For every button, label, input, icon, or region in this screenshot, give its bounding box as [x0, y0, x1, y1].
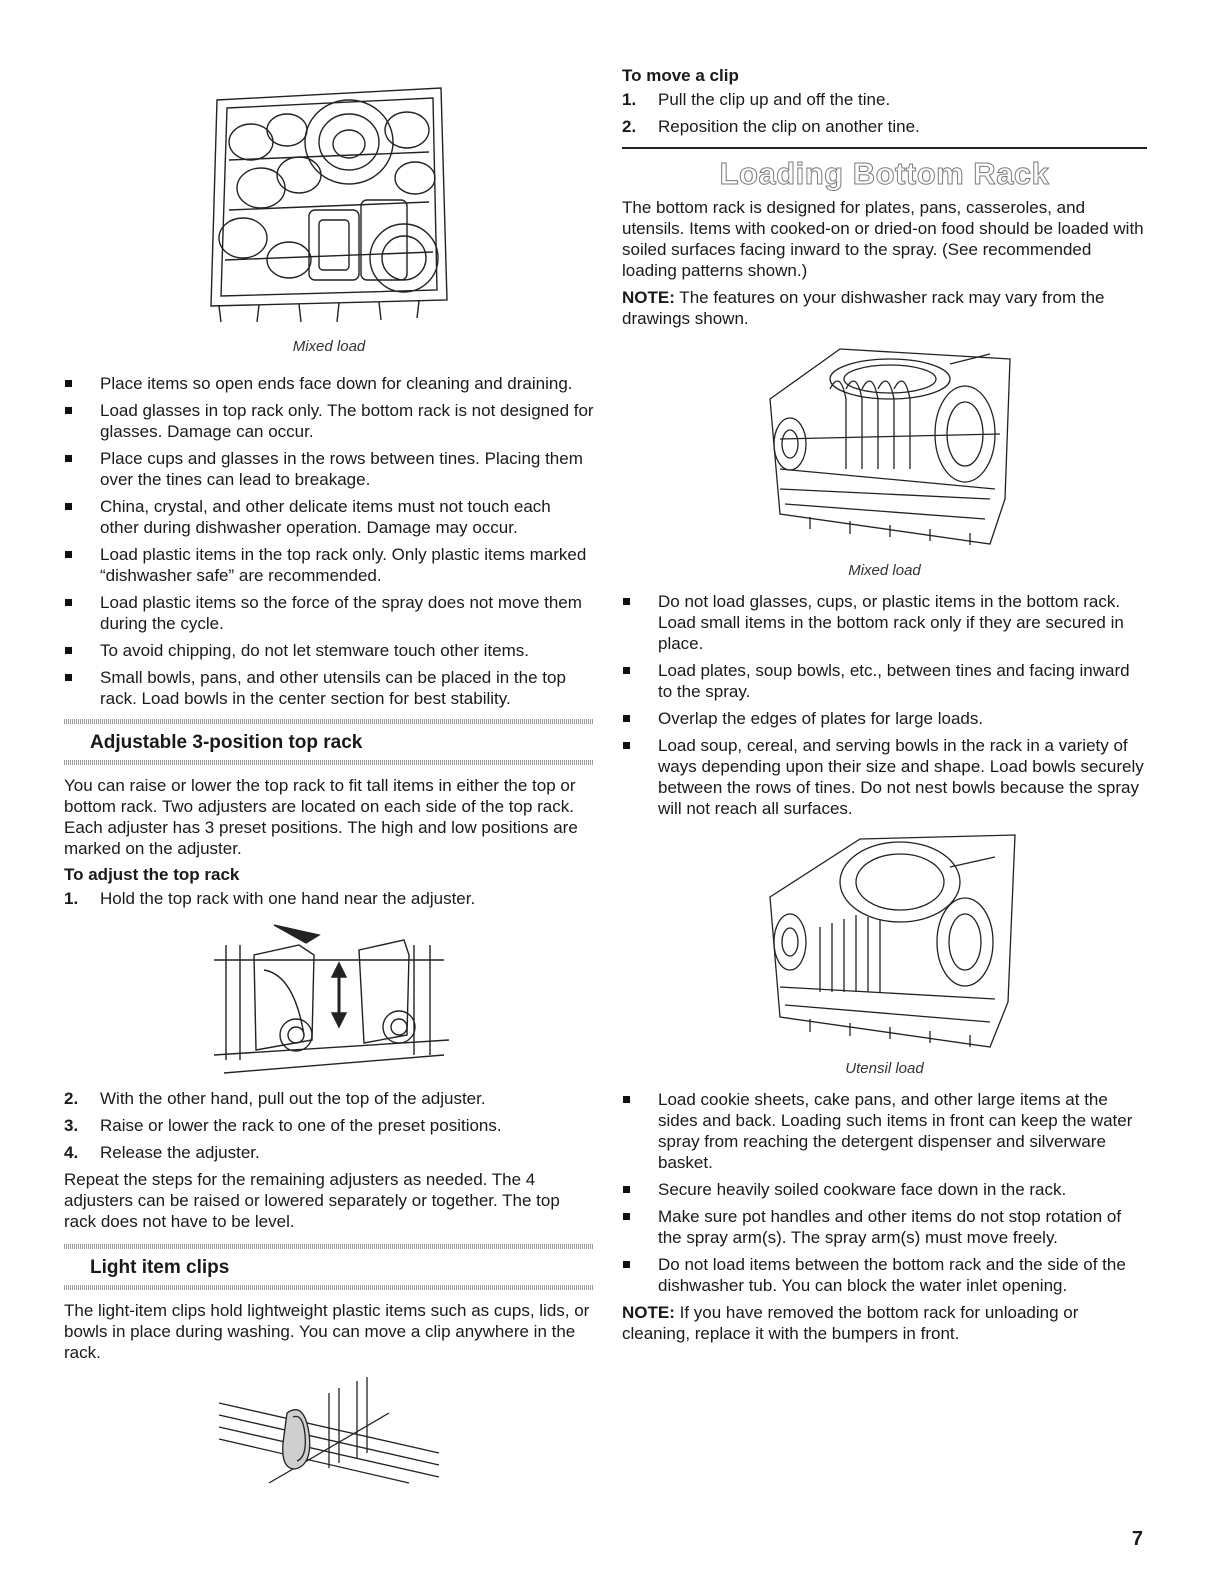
list-item: Load plastic items so the force of the spray does not move them during the cycle.	[64, 592, 594, 634]
section-rule	[622, 147, 1147, 149]
list-item: Load soup, cereal, and serving bowls in the rack in a variety of ways depending upon their size and shape. Load bowls securely between the rows of tines. Do not nest bowls because the spray will not reach all surfaces.	[622, 735, 1147, 819]
right-column	[622, 66, 1147, 1350]
move-clip-steps	[622, 89, 1147, 137]
bottom-rack-utensil-illustration	[750, 827, 1020, 1052]
list-item: China, crystal, and other delicate items must not touch each other during dishwasher operation. Damage may occur.	[64, 496, 594, 538]
adjust-top-rack-subhead: To adjust the top rack	[64, 865, 240, 884]
bullet-marker	[623, 598, 630, 605]
bullet-marker	[623, 667, 630, 674]
adjusters-repeat-text: Repeat the steps for the remaining adjusters as needed. The 4 adjusters can be raised or lowered separately or together. The top rack does not have to be level.	[64, 1170, 560, 1231]
list-item: Do not load glasses, cups, or plastic items in the bottom rack. Load small items in the bottom rack only if they are secured in place.	[622, 591, 1147, 654]
light-item-clip-illustration	[209, 1373, 449, 1493]
list-item: Load glasses in top rack only. The bottom rack is not designed for glasses. Damage can occur.	[64, 400, 594, 442]
bullet-marker	[623, 1186, 630, 1193]
step-item: 2. Reposition the clip on another tine.	[622, 117, 920, 136]
rack-adjuster-figure	[204, 915, 454, 1080]
bullet-marker	[65, 407, 72, 414]
bullet-marker	[623, 1213, 630, 1220]
rack-adjuster-illustration	[204, 915, 454, 1080]
light-item-clips-heading: Light item clips	[90, 1257, 230, 1278]
bullet-marker	[65, 455, 72, 462]
step-item: 3. Raise or lower the rack to one of the preset positions.	[64, 1116, 502, 1135]
list-item: Small bowls, pans, and other utensils can be placed in the top rack. Load bowls in the center section for best stability.	[64, 667, 594, 709]
top-rack-mixed-load-figure	[199, 60, 459, 355]
bullet-marker	[65, 599, 72, 606]
bottom-rack-intro: The bottom rack is designed for plates, pans, casseroles, and utensils. Items with cooked-on or dried-on food should be loaded with soiled surfaces facing inward to the spray. (See recommended loading patterns shown.)	[622, 198, 1144, 280]
bottom-rack-utensil-load-figure	[750, 827, 1020, 1077]
bullet-marker	[623, 1096, 630, 1103]
list-item: Place items so open ends face down for cleaning and draining.	[64, 373, 594, 394]
step-item: 1. Hold the top rack with one hand near the adjuster.	[64, 889, 476, 908]
light-item-clip-figure	[209, 1373, 449, 1493]
figure-caption: Utensil load	[845, 1060, 924, 1077]
list-item: Load cookie sheets, cake pans, and other large items at the sides and back. Loading such items in front can keep the water spray from reaching the detergent dispenser and silverware basket.	[622, 1089, 1147, 1173]
page-number: 7	[1131, 1528, 1143, 1550]
list-item: Load plastic items in the top rack only. Only plastic items marked “dishwasher safe” are recommended.	[64, 544, 594, 586]
loading-bottom-rack-title: Loading Bottom Rack	[719, 156, 1050, 191]
light-item-clips-description: The light-item clips hold lightweight plastic items such as cups, lids, or bowls in place during washing. You can move a clip anywhere in the rack.	[64, 1301, 590, 1362]
list-item: Secure heavily soiled cookware face down in the rack.	[622, 1179, 1147, 1200]
bottom-rack-note: NOTE: The features on your dishwasher rack may vary from the drawings shown.	[622, 288, 1105, 328]
step-item: 2. With the other hand, pull out the top of the adjuster.	[64, 1089, 486, 1108]
figure-caption: Mixed load	[292, 338, 366, 355]
bullet-marker	[623, 715, 630, 722]
top-rack-illustration	[199, 60, 459, 330]
list-item: Make sure pot handles and other items do not stop rotation of the spray arm(s). The spray arm(s) must move freely.	[622, 1206, 1147, 1248]
bullet-marker	[65, 647, 72, 654]
bullet-marker	[65, 503, 72, 510]
bottom-rack-tips-list-a	[622, 591, 1147, 819]
bottom-rack-note-2: NOTE: If you have removed the bottom rack for unloading or cleaning, replace it with the bumpers in front.	[622, 1303, 1079, 1343]
list-item: Load plates, soup bowls, etc., between tines and facing inward to the spray.	[622, 660, 1147, 702]
bottom-rack-mixed-load-figure	[750, 339, 1020, 579]
adjustable-rack-description: You can raise or lower the top rack to fit tall items in either the top or bottom rack. Two adjusters are located on each side of the top rack. Each adjuster has 3 preset positions. The high and low positions are marked on the adjuster.	[64, 776, 578, 858]
section-divider	[64, 760, 594, 765]
bottom-rack-mixed-illustration	[750, 339, 1020, 554]
list-item: Place cups and glasses in the rows between tines. Placing them over the tines can lead to breakage.	[64, 448, 594, 490]
bullet-marker	[65, 674, 72, 681]
bullet-marker	[623, 742, 630, 749]
top-rack-tips-list	[64, 373, 594, 709]
adjust-steps-rest	[64, 1088, 594, 1163]
section-divider	[64, 1285, 594, 1290]
bullet-marker	[623, 1261, 630, 1268]
adjust-steps-first	[64, 888, 594, 909]
figure-caption: Mixed load	[848, 562, 921, 579]
list-item: Do not load items between the bottom rack and the side of the dishwasher tub. You can block the water inlet opening.	[622, 1254, 1147, 1296]
list-item: Overlap the edges of plates for large loads.	[622, 708, 1147, 729]
adjustable-rack-heading: Adjustable 3-position top rack	[90, 732, 363, 753]
step-item: 1. Pull the clip up and off the tine.	[622, 90, 891, 109]
bullet-marker	[65, 551, 72, 558]
list-item: To avoid chipping, do not let stemware touch other items.	[64, 640, 594, 661]
bullet-marker	[65, 380, 72, 387]
bottom-rack-tips-list-b	[622, 1089, 1147, 1296]
move-clip-subhead: To move a clip	[622, 66, 739, 85]
step-item: 4. Release the adjuster.	[64, 1143, 260, 1162]
left-column	[64, 60, 594, 1493]
